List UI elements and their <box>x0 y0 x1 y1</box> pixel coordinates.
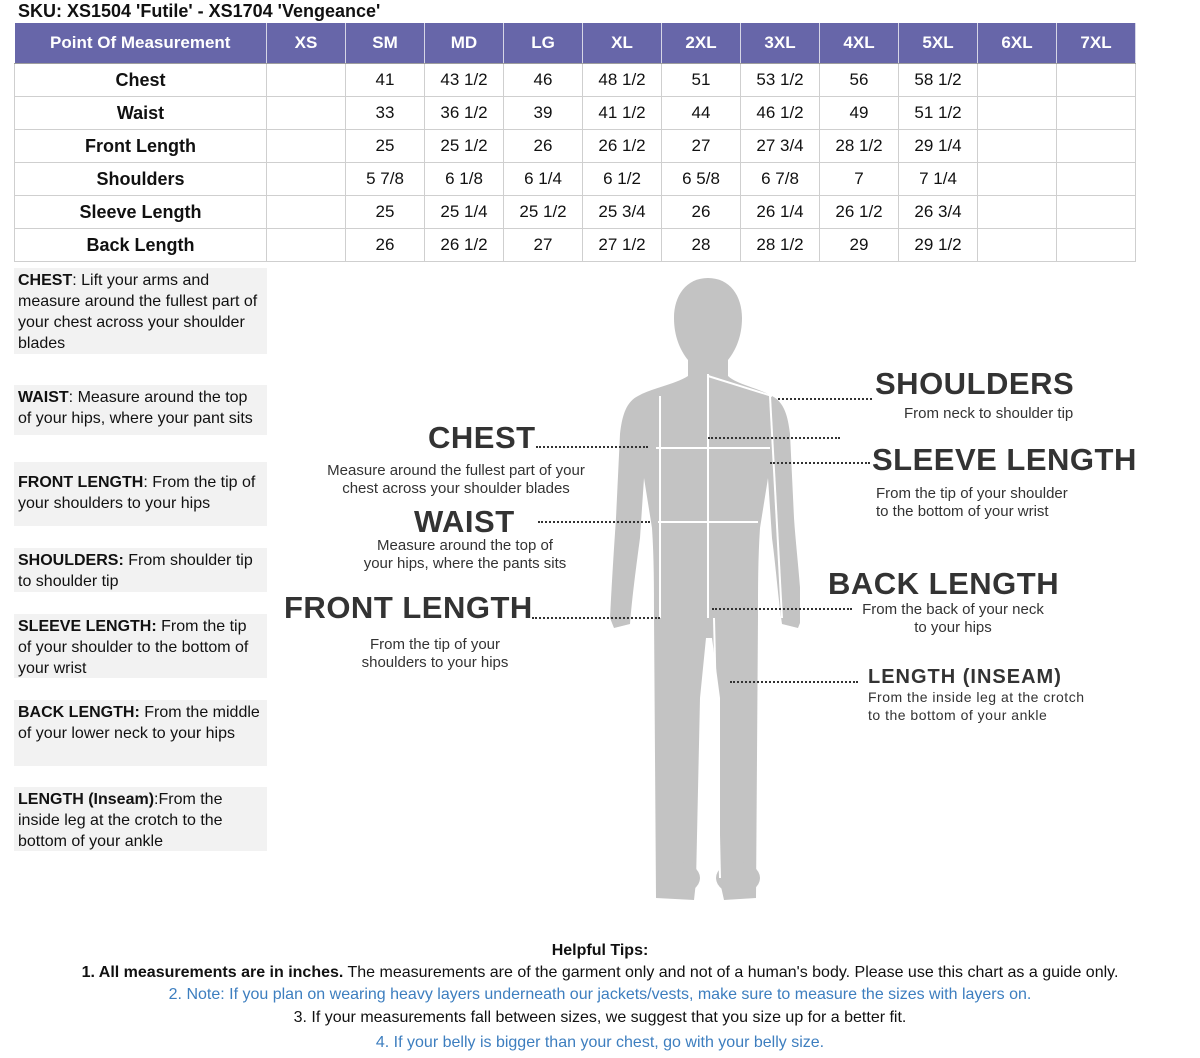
front-length-leader-line <box>532 617 660 619</box>
definition-term: SLEEVE LENGTH: <box>18 618 157 635</box>
definition-front-length <box>14 462 267 526</box>
measurement-value-cell: 56 <box>820 64 899 97</box>
diagram-waist-line1: Measure around the top of <box>377 537 553 554</box>
measurement-value-cell: 25 <box>346 130 425 163</box>
header-size: 5XL <box>899 23 978 64</box>
sku-title: SKU: XS1504 'Futile' - XS1704 'Vengeance' <box>18 1 381 21</box>
definition-term: FRONT LENGTH <box>18 474 144 491</box>
table-row <box>15 97 1136 130</box>
measurement-value-cell: 25 <box>346 196 425 229</box>
table-row <box>15 130 1136 163</box>
diagram-front-length-desc <box>330 636 540 672</box>
measurement-value-cell: 27 1/2 <box>583 229 662 262</box>
header-size: 6XL <box>978 23 1057 64</box>
inseam-leader-line <box>730 681 858 683</box>
measurement-value-cell <box>1057 229 1136 262</box>
measurement-value-cell <box>1057 64 1136 97</box>
measurement-value-cell: 25 1/2 <box>504 196 583 229</box>
header-point-of-measurement: Point Of Measurement <box>15 23 267 64</box>
measurement-value-cell: 26 1/2 <box>425 229 504 262</box>
measurement-value-cell: 53 1/2 <box>741 64 820 97</box>
shoulders-leader-line <box>778 398 872 400</box>
size-chart-table <box>14 23 1136 262</box>
diagram-back-length-title: BACK LENGTH <box>828 566 1060 601</box>
measurement-value-cell: 26 1/4 <box>741 196 820 229</box>
measurement-value-cell: 26 1/2 <box>583 130 662 163</box>
table-row <box>15 229 1136 262</box>
measurement-value-cell: 29 1/4 <box>899 130 978 163</box>
header-size: LG <box>504 23 583 64</box>
header-size: 7XL <box>1057 23 1136 64</box>
definition-shoulders <box>14 548 267 592</box>
measurement-value-cell: 44 <box>662 97 741 130</box>
tip-1-rest: The measurements are of the garment only and not of a human's body. Please use this chart as a guide only. <box>343 964 1119 981</box>
tip-4: 4. If your belly is bigger than your chest, go with your belly size. <box>375 1034 825 1051</box>
measurement-value-cell <box>978 229 1057 262</box>
measurement-name-cell: Shoulders <box>15 163 267 196</box>
measurement-value-cell: 6 5/8 <box>662 163 741 196</box>
measurement-value-cell <box>1057 163 1136 196</box>
measurement-name-cell: Chest <box>15 64 267 97</box>
waist-leader-line <box>538 521 650 523</box>
tip-3: 3. If your measurements fall between sizes, we suggest that you size up for a better fit. <box>293 1009 907 1026</box>
diagram-chest-line2: chest across your shoulder blades <box>342 480 570 497</box>
definition-term: LENGTH (Inseam) <box>18 791 155 808</box>
measurement-value-cell: 28 1/2 <box>820 130 899 163</box>
diagram-inseam-line2: to the bottom of your ankle <box>868 707 1048 723</box>
definition-chest <box>14 268 267 354</box>
measurement-value-cell <box>978 64 1057 97</box>
diagram-waist-line2: your hips, where the pants sits <box>363 555 567 572</box>
measurement-value-cell <box>267 196 346 229</box>
header-size: 4XL <box>820 23 899 64</box>
measurement-value-cell: 51 1/2 <box>899 97 978 130</box>
measurement-value-cell: 6 1/8 <box>425 163 504 196</box>
measurement-value-cell: 6 1/2 <box>583 163 662 196</box>
measurement-value-cell <box>978 97 1057 130</box>
measurement-value-cell: 46 <box>504 64 583 97</box>
table-row <box>15 163 1136 196</box>
measurement-value-cell: 27 <box>504 229 583 262</box>
header-size: XS <box>267 23 346 64</box>
measurement-value-cell <box>267 229 346 262</box>
definition-text: From the tip of your shoulder to the bottom of your wrist <box>18 618 249 677</box>
definition-text: From the middle of your lower neck to your hips <box>18 704 260 742</box>
diagram-inseam-title: LENGTH (INSEAM) <box>868 666 1062 688</box>
measurement-value-cell: 41 <box>346 64 425 97</box>
table-row <box>15 64 1136 97</box>
measurement-value-cell: 26 <box>346 229 425 262</box>
diagram-back-length-line2: to your hips <box>914 619 992 636</box>
measurement-value-cell: 28 1/2 <box>741 229 820 262</box>
definition-text: : Lift your arms and measure around the fullest part of your chest across your shoulder blades <box>18 272 258 352</box>
header-size: XL <box>583 23 662 64</box>
header-size: 3XL <box>741 23 820 64</box>
measurement-value-cell: 36 1/2 <box>425 97 504 130</box>
diagram-front-length-line2: shoulders to your hips <box>361 654 509 671</box>
measurement-value-cell: 29 <box>820 229 899 262</box>
measurement-value-cell: 41 1/2 <box>583 97 662 130</box>
body-silhouette <box>560 278 800 903</box>
measurement-value-cell: 6 1/4 <box>504 163 583 196</box>
measurement-value-cell: 29 1/2 <box>899 229 978 262</box>
diagram-front-length-title: FRONT LENGTH <box>284 590 533 625</box>
measurement-name-cell: Back Length <box>15 229 267 262</box>
diagram-back-length-line1: From the back of your neck <box>862 601 1044 618</box>
diagram-sleeve-length-title: SLEEVE LENGTH <box>872 442 1137 477</box>
diagram-chest-desc <box>300 462 612 498</box>
definition-text: : From the tip of your shoulders to your hips <box>18 474 256 512</box>
definition-text: :From the inside leg at the crotch to the bottom of your ankle <box>18 791 223 850</box>
diagram-inseam-desc <box>868 688 1085 724</box>
measurement-value-cell: 25 1/4 <box>425 196 504 229</box>
measurement-value-cell: 49 <box>820 97 899 130</box>
chest-right-leader-line <box>708 437 840 439</box>
measurement-value-cell: 46 1/2 <box>741 97 820 130</box>
diagram-chest-title: CHEST <box>428 420 536 455</box>
definition-sleeve-length <box>14 614 267 678</box>
measurement-value-cell: 43 1/2 <box>425 64 504 97</box>
measurement-value-cell: 26 3/4 <box>899 196 978 229</box>
sleeve-length-leader-line <box>770 462 870 464</box>
measurement-value-cell <box>1057 196 1136 229</box>
measurement-value-cell: 5 7/8 <box>346 163 425 196</box>
diagram-back-length-desc <box>848 601 1058 637</box>
diagram-waist-desc <box>330 537 600 573</box>
measurement-value-cell: 25 1/2 <box>425 130 504 163</box>
measurement-value-cell: 33 <box>346 97 425 130</box>
measurement-value-cell: 25 3/4 <box>583 196 662 229</box>
measurement-value-cell <box>1057 97 1136 130</box>
measurement-value-cell <box>978 196 1057 229</box>
diagram-sleeve-length-line2: to the bottom of your wrist <box>876 503 1049 520</box>
measurement-value-cell <box>1057 130 1136 163</box>
measurement-value-cell: 7 1/4 <box>899 163 978 196</box>
diagram-inseam-line1: From the inside leg at the crotch <box>868 689 1085 705</box>
measurement-value-cell: 6 7/8 <box>741 163 820 196</box>
diagram-shoulders-desc: From neck to shoulder tip <box>904 405 1074 422</box>
diagram-sleeve-length-desc <box>876 485 1068 521</box>
measurement-value-cell <box>267 163 346 196</box>
measurement-value-cell: 51 <box>662 64 741 97</box>
measurement-value-cell: 48 1/2 <box>583 64 662 97</box>
definition-inseam <box>14 787 267 851</box>
diagram-chest-line1: Measure around the fullest part of your <box>327 462 585 479</box>
measurement-name-cell: Waist <box>15 97 267 130</box>
measurement-value-cell: 58 1/2 <box>899 64 978 97</box>
definition-back-length <box>14 700 267 766</box>
measurement-value-cell: 27 3/4 <box>741 130 820 163</box>
measurement-value-cell: 26 <box>662 196 741 229</box>
back-length-leader-line <box>712 608 852 610</box>
measurement-value-cell <box>978 130 1057 163</box>
measurement-name-cell: Front Length <box>15 130 267 163</box>
tip-1-bold: 1. All measurements are in inches. <box>81 964 344 981</box>
header-size: SM <box>346 23 425 64</box>
definition-text: : Measure around the top of your hips, where your pant sits <box>18 389 253 427</box>
measurement-value-cell <box>978 163 1057 196</box>
measurement-value-cell: 26 1/2 <box>820 196 899 229</box>
definition-term: BACK LENGTH: <box>18 704 140 721</box>
measurement-value-cell: 28 <box>662 229 741 262</box>
tip-1 <box>0 964 1200 982</box>
measurement-value-cell <box>267 64 346 97</box>
chest-leader-line <box>536 446 648 448</box>
diagram-shoulders-title: SHOULDERS <box>875 366 1075 401</box>
diagram-sleeve-length-line1: From the tip of your shoulder <box>876 485 1068 502</box>
definition-waist <box>14 385 267 435</box>
definition-term: SHOULDERS: <box>18 552 124 569</box>
diagram-waist-title: WAIST <box>414 504 515 539</box>
measurement-value-cell: 26 <box>504 130 583 163</box>
measurement-value-cell: 7 <box>820 163 899 196</box>
tips-heading: Helpful Tips: <box>551 942 649 959</box>
measurement-value-cell <box>267 97 346 130</box>
measurement-value-cell <box>267 130 346 163</box>
header-size: 2XL <box>662 23 741 64</box>
measurement-value-cell: 39 <box>504 97 583 130</box>
definition-term: WAIST <box>18 389 69 406</box>
definition-text: From shoulder tip to shoulder tip <box>18 552 253 590</box>
definition-term: CHEST <box>18 272 73 289</box>
table-header-row <box>15 23 1136 64</box>
measurement-value-cell: 27 <box>662 130 741 163</box>
measurement-name-cell: Sleeve Length <box>15 196 267 229</box>
diagram-front-length-line1: From the tip of your <box>369 636 501 653</box>
header-size: MD <box>425 23 504 64</box>
tip-2: 2. Note: If you plan on wearing heavy layers underneath our jackets/vests, make sure to measure the sizes with layers on. <box>168 986 1032 1003</box>
table-row <box>15 196 1136 229</box>
